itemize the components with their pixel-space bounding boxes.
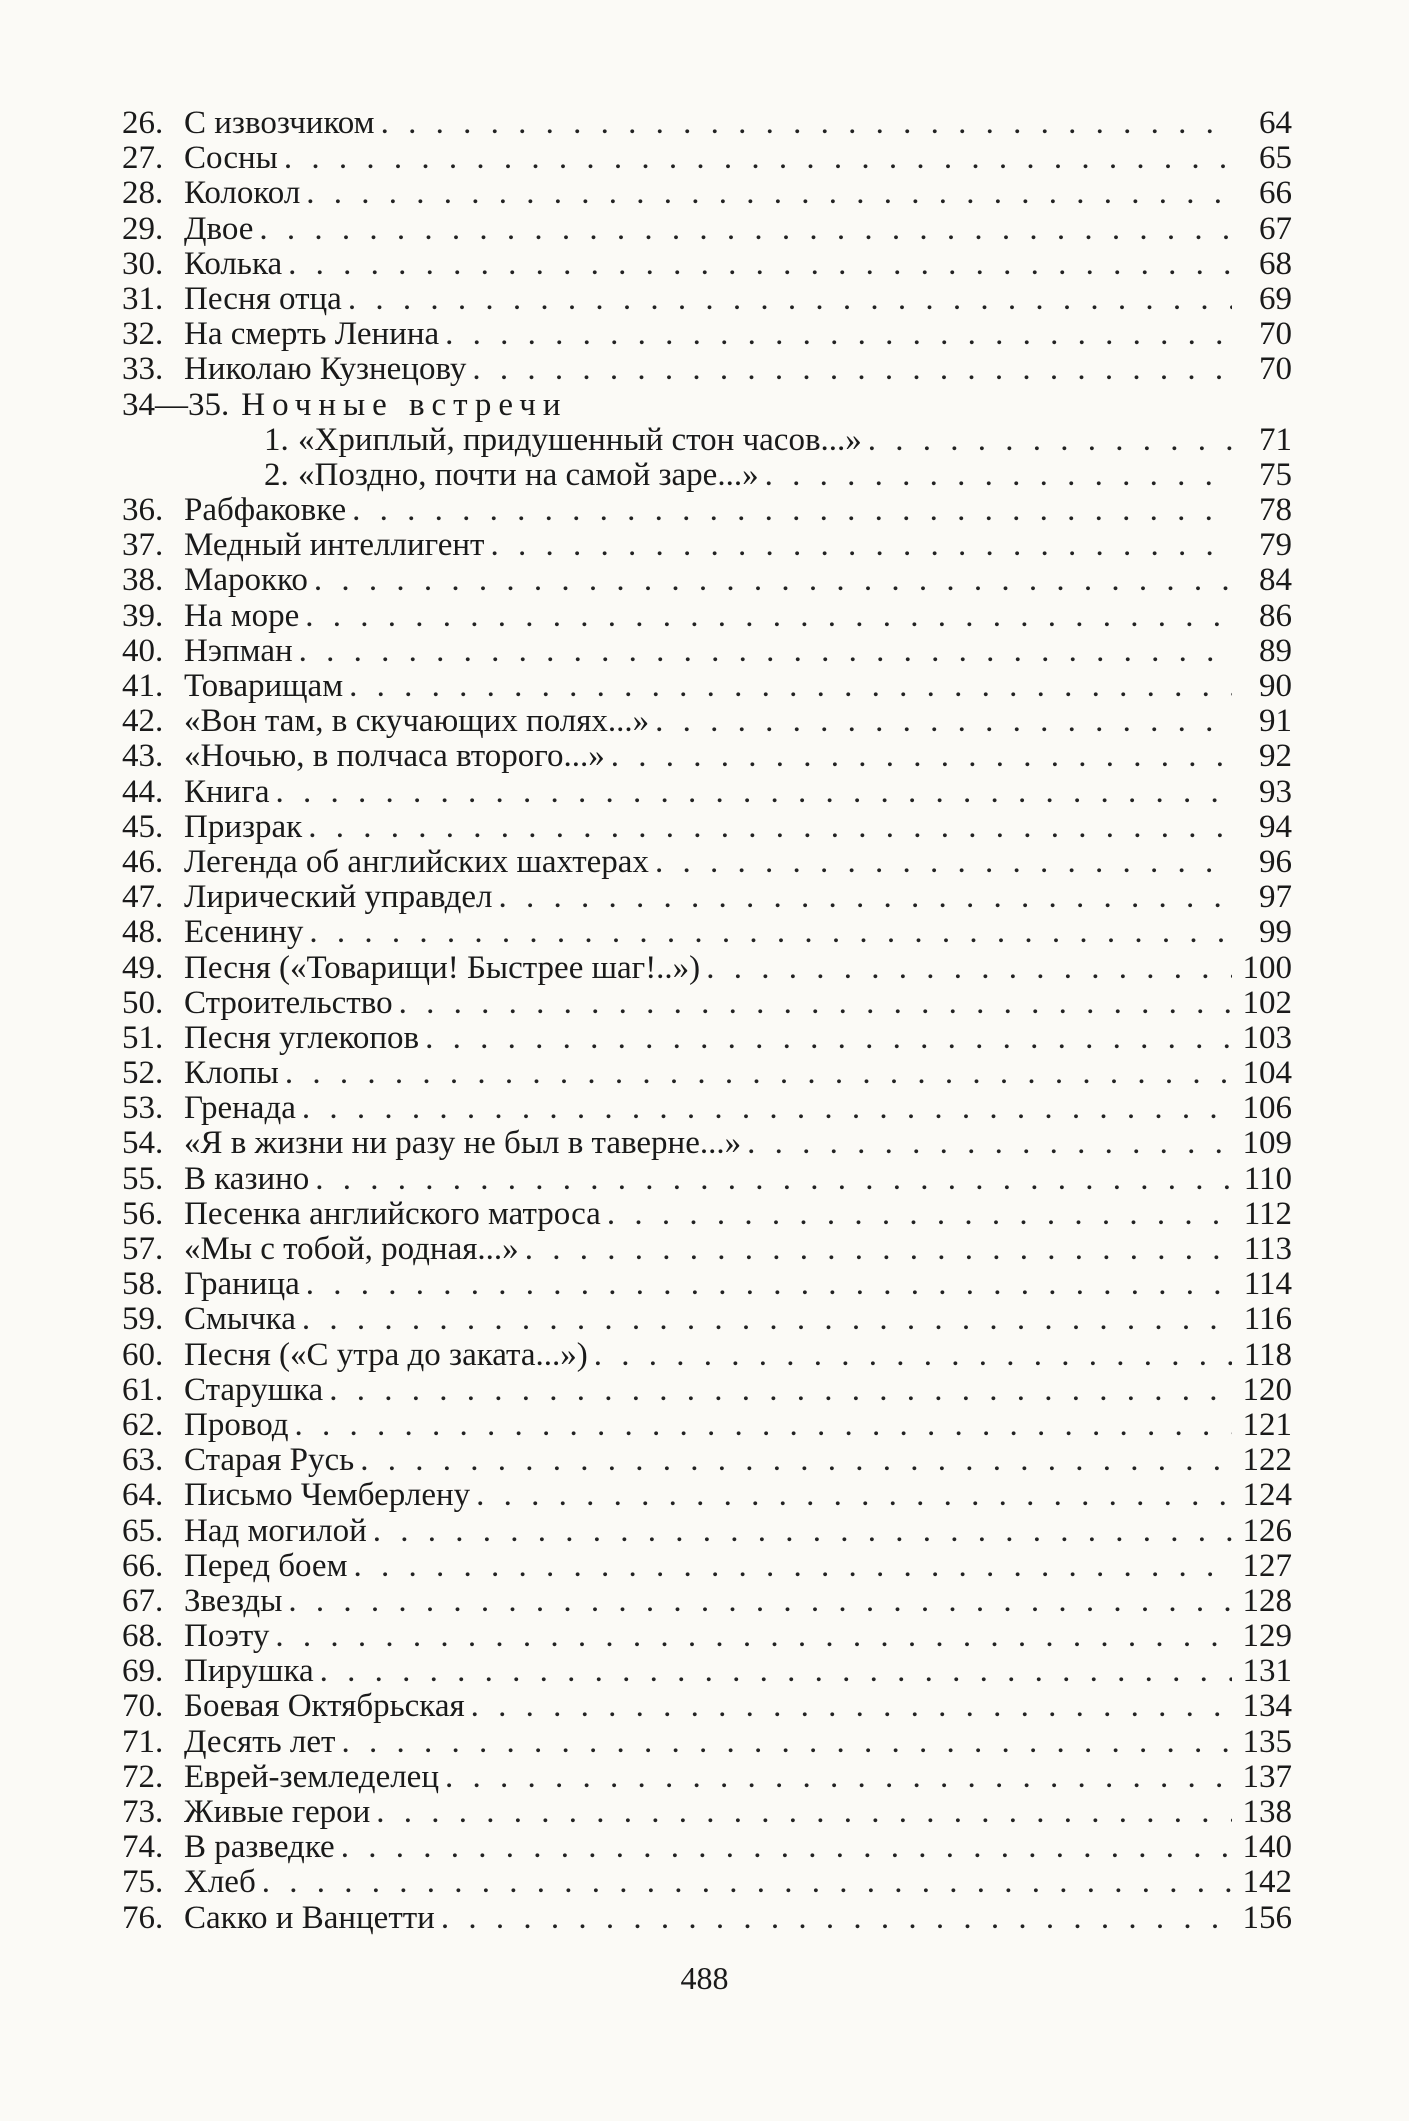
toc-entry-page: 116 (1243, 1301, 1292, 1338)
toc-entry (122, 1830, 1292, 1865)
toc-entry-title: Гренада (184, 1090, 296, 1127)
toc-entry-title: Живые герои (184, 1794, 371, 1830)
toc-entry-page: 109 (1242, 1125, 1292, 1162)
dot-leader (425, 1021, 1232, 1056)
dot-leader (314, 563, 1232, 598)
toc-entry-page: 129 (1242, 1618, 1292, 1655)
dot-leader (655, 704, 1232, 739)
toc-entry (122, 493, 1292, 528)
toc-entry-page: 126 (1242, 1512, 1292, 1549)
toc-entry-page: 134 (1242, 1688, 1292, 1725)
toc-entry-page: 156 (1242, 1899, 1292, 1936)
toc-entry (122, 775, 1292, 810)
dot-leader (259, 212, 1232, 247)
toc-section-header (122, 388, 1292, 423)
toc-entry-number: 64. (122, 1477, 164, 1514)
toc-entry (122, 247, 1292, 282)
toc-entry (122, 669, 1292, 704)
toc-entry (122, 1689, 1292, 1724)
dot-leader (329, 1373, 1232, 1408)
toc-entry (122, 1197, 1292, 1232)
toc-entry-title: Провод (184, 1406, 289, 1443)
toc-entry-number: 2. (264, 456, 289, 493)
toc-entry-page: 113 (1243, 1231, 1292, 1267)
toc-entry-page: 96 (1259, 843, 1292, 880)
dot-leader (315, 1162, 1232, 1197)
dot-leader (765, 458, 1232, 493)
page-number: 488 (680, 1960, 729, 1996)
toc-entry-page: 114 (1243, 1266, 1292, 1303)
toc-entry (122, 423, 1292, 458)
toc-entry-title: «Поздно, почти на самой заре...» (298, 456, 759, 493)
toc-entry (122, 1302, 1292, 1337)
dot-leader (594, 1338, 1232, 1373)
toc-entry (122, 704, 1292, 739)
dot-leader (499, 880, 1233, 915)
toc-entry-number: 27. (122, 140, 164, 177)
toc-entry-number: 41. (122, 668, 164, 704)
toc-entry (122, 1162, 1292, 1197)
toc-entry-page: 79 (1259, 527, 1292, 564)
toc-entry-title: Перед боем (184, 1547, 348, 1584)
toc-entry (122, 1338, 1292, 1373)
toc-entry-title: Колокол (184, 175, 301, 212)
toc-entry-title: Сосны (184, 140, 278, 177)
toc-entry-title: Легенда об английских шахтерах (184, 843, 649, 880)
dot-leader (349, 669, 1232, 704)
dot-leader (320, 1654, 1232, 1689)
dot-leader (868, 423, 1232, 458)
dot-leader (284, 141, 1232, 176)
toc-entry-title: В разведке (184, 1829, 335, 1866)
toc-entry-title: Поэту (184, 1618, 270, 1655)
toc-entry-number: 53. (122, 1090, 164, 1127)
toc-entry-title: Клопы (184, 1055, 279, 1092)
toc-entry-page: 68 (1259, 245, 1292, 282)
toc-entry-number: 37. (122, 527, 164, 564)
toc-entry (122, 1443, 1292, 1478)
toc-entry-number: 42. (122, 703, 164, 740)
toc-entry-number: 55. (122, 1160, 164, 1197)
toc-entry-number: 39. (122, 597, 164, 634)
toc-entry-page: 112 (1243, 1195, 1292, 1232)
toc-entry-page: 92 (1259, 738, 1292, 775)
dot-leader (306, 176, 1232, 211)
toc-entry (122, 1549, 1292, 1584)
toc-entry (122, 599, 1292, 634)
toc-entry-title: «Вон там, в скучающих полях...» (184, 703, 650, 740)
toc-entry-number: 29. (122, 210, 164, 247)
toc-entry-number: 43. (122, 738, 164, 775)
dot-leader (360, 1443, 1232, 1478)
toc-entry (122, 352, 1292, 387)
toc-entry-title: Письмо Чемберлену (184, 1477, 471, 1514)
toc-entry-title: Граница (184, 1266, 300, 1303)
toc-entry-title: Сакко и Ванцетти (184, 1899, 435, 1936)
toc-entry-number: 32. (122, 316, 164, 353)
toc-entry-title: Николаю Кузнецову (184, 351, 467, 388)
toc-entry-page: 89 (1259, 632, 1292, 669)
toc-entry-number: 57. (122, 1231, 164, 1267)
toc-entry-title: Нэпман (184, 632, 293, 669)
dot-leader (262, 1865, 1232, 1900)
dot-leader (341, 1830, 1232, 1865)
dot-leader (445, 1760, 1232, 1795)
toc-entry-number: 70. (122, 1688, 164, 1725)
toc-entry-title: Книга (184, 773, 270, 810)
toc-entry-page: 135 (1242, 1723, 1292, 1760)
toc-entry-title: Над могилой (184, 1512, 367, 1549)
toc-entry (122, 1478, 1292, 1513)
toc-entry-number: 30. (122, 245, 164, 282)
toc-entry (122, 1126, 1292, 1161)
toc-entry (122, 1514, 1292, 1549)
toc-entry-title: Старая Русь (184, 1442, 355, 1479)
dot-leader (471, 1689, 1232, 1724)
toc-entry (122, 1373, 1292, 1408)
dot-leader (275, 1619, 1232, 1654)
toc-entry-page: 127 (1242, 1547, 1292, 1584)
toc-entry (122, 1232, 1292, 1267)
toc-entry-title: Хлеб (184, 1864, 256, 1901)
toc-entry-number: 50. (122, 984, 164, 1021)
toc-entry-page: 106 (1242, 1090, 1292, 1127)
toc-entry-number: 34—35. (122, 386, 230, 423)
toc-entry-page: 94 (1259, 808, 1292, 845)
toc-entry-page: 69 (1259, 280, 1292, 317)
toc-entry-title: Товарищам (184, 668, 344, 704)
toc-entry (122, 739, 1292, 774)
toc-entry-number: 68. (122, 1618, 164, 1655)
toc-entry-page: 102 (1242, 984, 1292, 1021)
toc-entry (122, 810, 1292, 845)
toc-entry (122, 212, 1292, 247)
toc-entry-number: 71. (122, 1723, 164, 1760)
toc-entry-title: Марокко (184, 562, 308, 599)
toc-entry-page: 128 (1242, 1582, 1292, 1619)
toc-entry-page: 78 (1259, 492, 1292, 529)
dot-leader (353, 1549, 1232, 1584)
toc-entry-number: 26. (122, 105, 164, 141)
toc-entry-page: 104 (1242, 1055, 1292, 1092)
dot-leader (490, 528, 1232, 563)
toc-entry-page: 118 (1243, 1336, 1292, 1373)
toc-entry (122, 1901, 1292, 1936)
dot-leader (302, 1091, 1232, 1126)
toc-entry (122, 880, 1292, 915)
toc-entry-title: Есенину (184, 914, 304, 951)
toc-entry-number: 72. (122, 1758, 164, 1795)
toc-entry (122, 634, 1292, 669)
toc-entry-number: 65. (122, 1512, 164, 1549)
dot-leader (308, 810, 1232, 845)
toc-entry (122, 1725, 1292, 1760)
toc-entry-number: 59. (122, 1301, 164, 1338)
toc-entry-title: Пирушка (184, 1653, 314, 1690)
toc-entry (122, 1654, 1292, 1689)
toc-entry (122, 1056, 1292, 1091)
toc-entry (122, 1408, 1292, 1443)
toc-entry (122, 1091, 1292, 1126)
dot-leader (288, 247, 1232, 282)
toc-entry-number: 45. (122, 808, 164, 845)
dot-leader (288, 1584, 1232, 1619)
toc-entry-number: 69. (122, 1653, 164, 1690)
toc-entry-number: 47. (122, 879, 164, 916)
dot-leader (655, 845, 1232, 880)
toc-entry-page: 70 (1259, 351, 1292, 388)
toc-entry-page: 99 (1259, 914, 1292, 951)
dot-leader (747, 1126, 1232, 1161)
dot-leader (352, 493, 1232, 528)
dot-leader (299, 634, 1232, 669)
toc-entry-number: 73. (122, 1794, 164, 1830)
toc-entry-title: Песня отца (184, 280, 342, 317)
toc-entry-number: 52. (122, 1055, 164, 1092)
toc-entry-title: Двое (184, 210, 254, 247)
toc-entry-title: На смерть Ленина (184, 316, 440, 353)
dot-leader (525, 1232, 1232, 1267)
toc-entry-page: 137 (1242, 1758, 1292, 1795)
toc-entry-number: 58. (122, 1266, 164, 1303)
toc-entry-page: 97 (1259, 879, 1292, 916)
toc-entry-page: 124 (1242, 1477, 1292, 1514)
toc-entry (122, 1584, 1292, 1619)
toc-entry-title: Еврей-земледелец (184, 1758, 439, 1795)
dot-leader (341, 1725, 1232, 1760)
toc-entry-page: 131 (1242, 1653, 1292, 1690)
toc-entry-title: Песня («С утра до заката...») (184, 1336, 588, 1373)
toc-entry-number: 44. (122, 773, 164, 810)
toc-entry (122, 317, 1292, 352)
toc-entry-title: Медный интеллигент (184, 527, 485, 564)
toc-entry (122, 1619, 1292, 1654)
toc-entry-page: 103 (1242, 1019, 1292, 1056)
toc-entry-number: 1. (264, 421, 289, 458)
toc-entry-number: 63. (122, 1442, 164, 1479)
dot-leader (381, 106, 1232, 141)
table-of-contents (122, 106, 1292, 1936)
toc-entry-number: 31. (122, 280, 164, 317)
dot-leader (305, 599, 1232, 634)
toc-entry-number: 74. (122, 1829, 164, 1866)
toc-entry (122, 1795, 1292, 1830)
dot-leader (348, 282, 1232, 317)
toc-entry-title: «Я в жизни ни разу не был в таверне...» (184, 1125, 742, 1162)
toc-entry-page: 67 (1259, 210, 1292, 247)
toc-entry-title: Призрак (184, 808, 303, 845)
dot-leader (376, 1795, 1232, 1830)
toc-entry-number: 75. (122, 1864, 164, 1901)
dot-leader (295, 1408, 1232, 1443)
toc-entry-page: 71 (1259, 421, 1292, 458)
toc-entry-number: 48. (122, 914, 164, 951)
toc-entry-number: 49. (122, 949, 164, 986)
toc-entry (122, 141, 1292, 176)
dot-leader (476, 1478, 1232, 1513)
toc-entry-number: 46. (122, 843, 164, 880)
toc-entry-number: 40. (122, 632, 164, 669)
toc-entry-number: 62. (122, 1406, 164, 1443)
toc-entry-title: Песня («Товарищи! Быстрее шаг!..») (184, 949, 701, 986)
toc-entry-title: Смычка (184, 1301, 296, 1338)
toc-entry (122, 458, 1292, 493)
toc-entry-page: 66 (1259, 175, 1292, 212)
toc-entry-title: С извозчиком (184, 105, 375, 141)
dot-leader (441, 1901, 1232, 1936)
toc-entry-number: 76. (122, 1899, 164, 1936)
dot-leader (373, 1514, 1232, 1549)
toc-entry (122, 106, 1292, 141)
toc-entry (122, 1760, 1292, 1795)
dot-leader (399, 986, 1232, 1021)
toc-entry-title: В казино (184, 1160, 310, 1197)
toc-entry-title: «Мы с тобой, родная...» (184, 1231, 519, 1267)
toc-entry (122, 528, 1292, 563)
toc-entry (122, 1865, 1292, 1900)
toc-entry-number: 54. (122, 1125, 164, 1162)
toc-entry-page: 64 (1259, 105, 1292, 141)
toc-entry-title: Старушка (184, 1371, 324, 1408)
toc-entry-page: 93 (1259, 773, 1292, 810)
toc-entry-title: Строительство (184, 984, 393, 1021)
toc-entry-page: 120 (1242, 1371, 1292, 1408)
toc-entry-page: 140 (1242, 1829, 1292, 1866)
toc-entry-page: 122 (1242, 1442, 1292, 1479)
toc-entry-title: Лирический управдел (184, 879, 493, 916)
dot-leader (472, 352, 1232, 387)
dot-leader (302, 1302, 1232, 1337)
toc-entry-title: На море (184, 597, 300, 634)
toc-entry-title: Ночные встречи (241, 386, 568, 423)
toc-entry-page: 75 (1259, 456, 1292, 493)
toc-entry-page: 121 (1242, 1406, 1292, 1443)
toc-entry-page: 70 (1259, 316, 1292, 353)
dot-leader (276, 775, 1232, 810)
toc-entry-number: 67. (122, 1582, 164, 1619)
toc-entry (122, 986, 1292, 1021)
toc-entry-number: 36. (122, 492, 164, 529)
toc-entry-title: Звезды (184, 1582, 283, 1619)
dot-leader (611, 739, 1232, 774)
toc-entry-page: 100 (1242, 949, 1292, 986)
toc-entry (122, 176, 1292, 211)
dot-leader (285, 1056, 1232, 1091)
dot-leader (309, 915, 1232, 950)
toc-entry-page: 110 (1243, 1160, 1292, 1197)
toc-entry-title: «Хриплый, придушенный стон часов...» (298, 421, 862, 458)
dot-leader (607, 1197, 1232, 1232)
toc-entry-title: «Ночью, в полчаса второго...» (184, 738, 605, 775)
toc-entry-page: 65 (1259, 140, 1292, 177)
toc-entry-page: 90 (1259, 668, 1292, 704)
toc-entry-page: 138 (1242, 1794, 1292, 1830)
toc-entry (122, 951, 1292, 986)
toc-entry-number: 61. (122, 1371, 164, 1408)
toc-entry-number: 28. (122, 175, 164, 212)
toc-entry-title: Песня углекопов (184, 1019, 420, 1056)
toc-entry-title: Колька (184, 245, 283, 282)
dot-leader (706, 951, 1232, 986)
toc-entry (122, 563, 1292, 598)
dot-leader (445, 317, 1232, 352)
toc-entry (122, 282, 1292, 317)
toc-entry-title: Песенка английского матроса (184, 1195, 601, 1232)
toc-entry-number: 51. (122, 1019, 164, 1056)
dot-leader (306, 1267, 1232, 1302)
toc-entry-number: 33. (122, 351, 164, 388)
toc-entry-number: 60. (122, 1336, 164, 1373)
toc-entry (122, 915, 1292, 950)
toc-entry-title: Боевая Октябрьская (184, 1688, 465, 1725)
toc-entry-page: 86 (1259, 597, 1292, 634)
toc-entry-number: 56. (122, 1195, 164, 1232)
toc-entry-number: 38. (122, 562, 164, 599)
toc-entry-page: 142 (1242, 1864, 1292, 1901)
toc-entry-number: 66. (122, 1547, 164, 1584)
toc-entry (122, 1267, 1292, 1302)
toc-entry-page: 84 (1259, 562, 1292, 599)
toc-entry-title: Рабфаковке (184, 492, 347, 529)
toc-entry (122, 1021, 1292, 1056)
toc-entry-page: 91 (1259, 703, 1292, 740)
toc-entry-title: Десять лет (184, 1723, 336, 1760)
toc-entry (122, 845, 1292, 880)
